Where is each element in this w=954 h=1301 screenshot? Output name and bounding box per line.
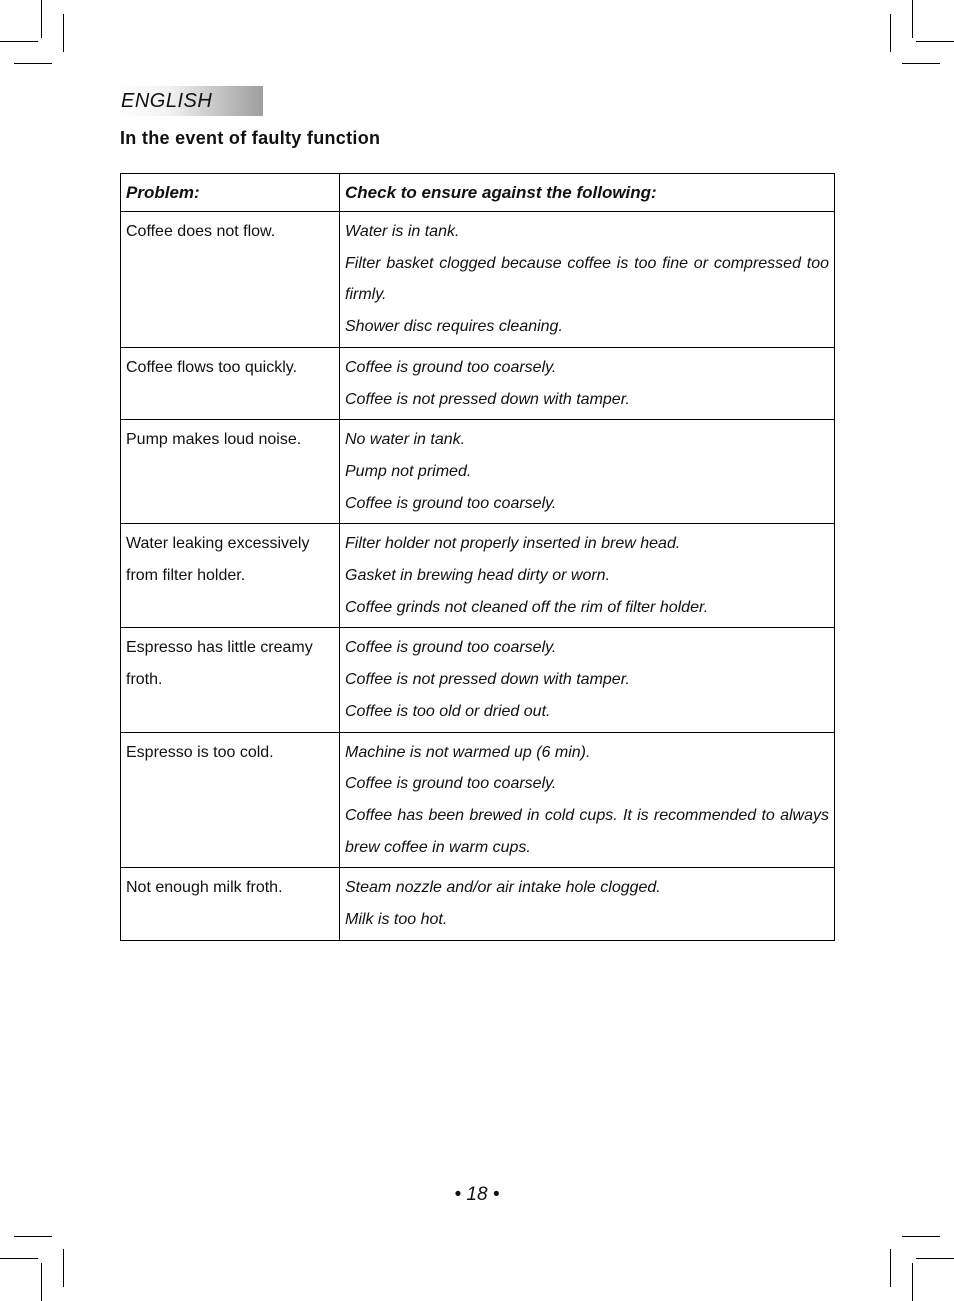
table-row [121, 524, 835, 628]
crop-mark [14, 63, 52, 64]
check-item: Coffee grinds not cleaned off the rim of filter holder. [345, 598, 709, 616]
table-row [121, 420, 835, 524]
crop-mark [916, 41, 954, 42]
check-item: Gasket in brewing head dirty or worn. [345, 567, 611, 585]
table-row [121, 212, 835, 348]
crop-mark [41, 0, 42, 38]
troubleshooting-table [120, 173, 835, 941]
crop-mark [63, 1249, 64, 1287]
check-item: Filter holder not properly inserted in brew head. [345, 535, 681, 553]
crop-mark [890, 1249, 891, 1287]
check-cell [340, 868, 835, 940]
problem-cell: Espresso has little creamy froth. [121, 628, 340, 732]
check-item: Water is in tank. [345, 223, 460, 240]
crop-mark [912, 0, 913, 38]
problem-cell: Espresso is too cold. [121, 732, 340, 868]
crop-mark [902, 1236, 940, 1237]
table-row [121, 347, 835, 419]
check-cell [340, 420, 835, 524]
check-cell [340, 524, 835, 628]
language-banner [118, 86, 263, 116]
check-item: Steam nozzle and/or air intake hole clogged. [345, 879, 661, 897]
page-number: • 18 • [454, 1184, 500, 1205]
table-header-row [121, 174, 835, 212]
language-label: ENGLISH [121, 90, 213, 112]
check-item: Coffee is ground too coarsely. [345, 358, 557, 376]
crop-mark [14, 1236, 52, 1237]
check-cell [340, 347, 835, 419]
check-cell [340, 628, 835, 732]
table-row [121, 868, 835, 940]
problem-cell: Coffee does not flow. [121, 212, 340, 348]
check-item: Coffee is ground too coarsely. [345, 639, 557, 657]
crop-mark [912, 1263, 913, 1301]
check-item: Filter basket clogged because coffee is too fine or compressed too firmly. [345, 254, 829, 304]
check-item: Coffee is ground too coarsely. [345, 494, 557, 512]
problem-cell: Pump makes loud noise. [121, 420, 340, 524]
table-row [121, 628, 835, 732]
problem-column-header: Problem: [121, 174, 340, 212]
section-title: In the event of faulty function [120, 128, 381, 148]
check-item: Shower disc requires cleaning. [345, 318, 563, 336]
check-item: Coffee is not pressed down with tamper. [345, 390, 630, 408]
table-row [121, 732, 835, 868]
check-item: Coffee is ground too coarsely. [345, 775, 557, 793]
check-item: Coffee has been brewed in cold cups. It is recommended to always brew coffee in warm cups. [345, 806, 829, 856]
check-column-header: Check to ensure against the following: [340, 174, 835, 212]
check-item: No water in tank. [345, 431, 466, 449]
problem-cell: Not enough milk froth. [121, 868, 340, 940]
check-item: Coffee is not pressed down with tamper. [345, 671, 630, 689]
problem-cell: Coffee flows too quickly. [121, 347, 340, 419]
crop-mark [916, 1258, 954, 1259]
check-item: Milk is too hot. [345, 911, 448, 929]
check-cell [340, 212, 835, 348]
crop-mark [902, 63, 940, 64]
check-item: Pump not primed. [345, 462, 472, 480]
crop-mark [0, 41, 38, 42]
check-cell [340, 732, 835, 868]
crop-mark [890, 14, 891, 52]
problem-cell: Water leaking excessively from filter holder. [121, 524, 340, 628]
crop-mark [63, 14, 64, 52]
check-item: Coffee is too old or dried out. [345, 702, 551, 720]
table-body [121, 212, 835, 941]
crop-mark [41, 1263, 42, 1301]
crop-mark [0, 1258, 38, 1259]
check-item: Machine is not warmed up (6 min). [345, 743, 591, 761]
